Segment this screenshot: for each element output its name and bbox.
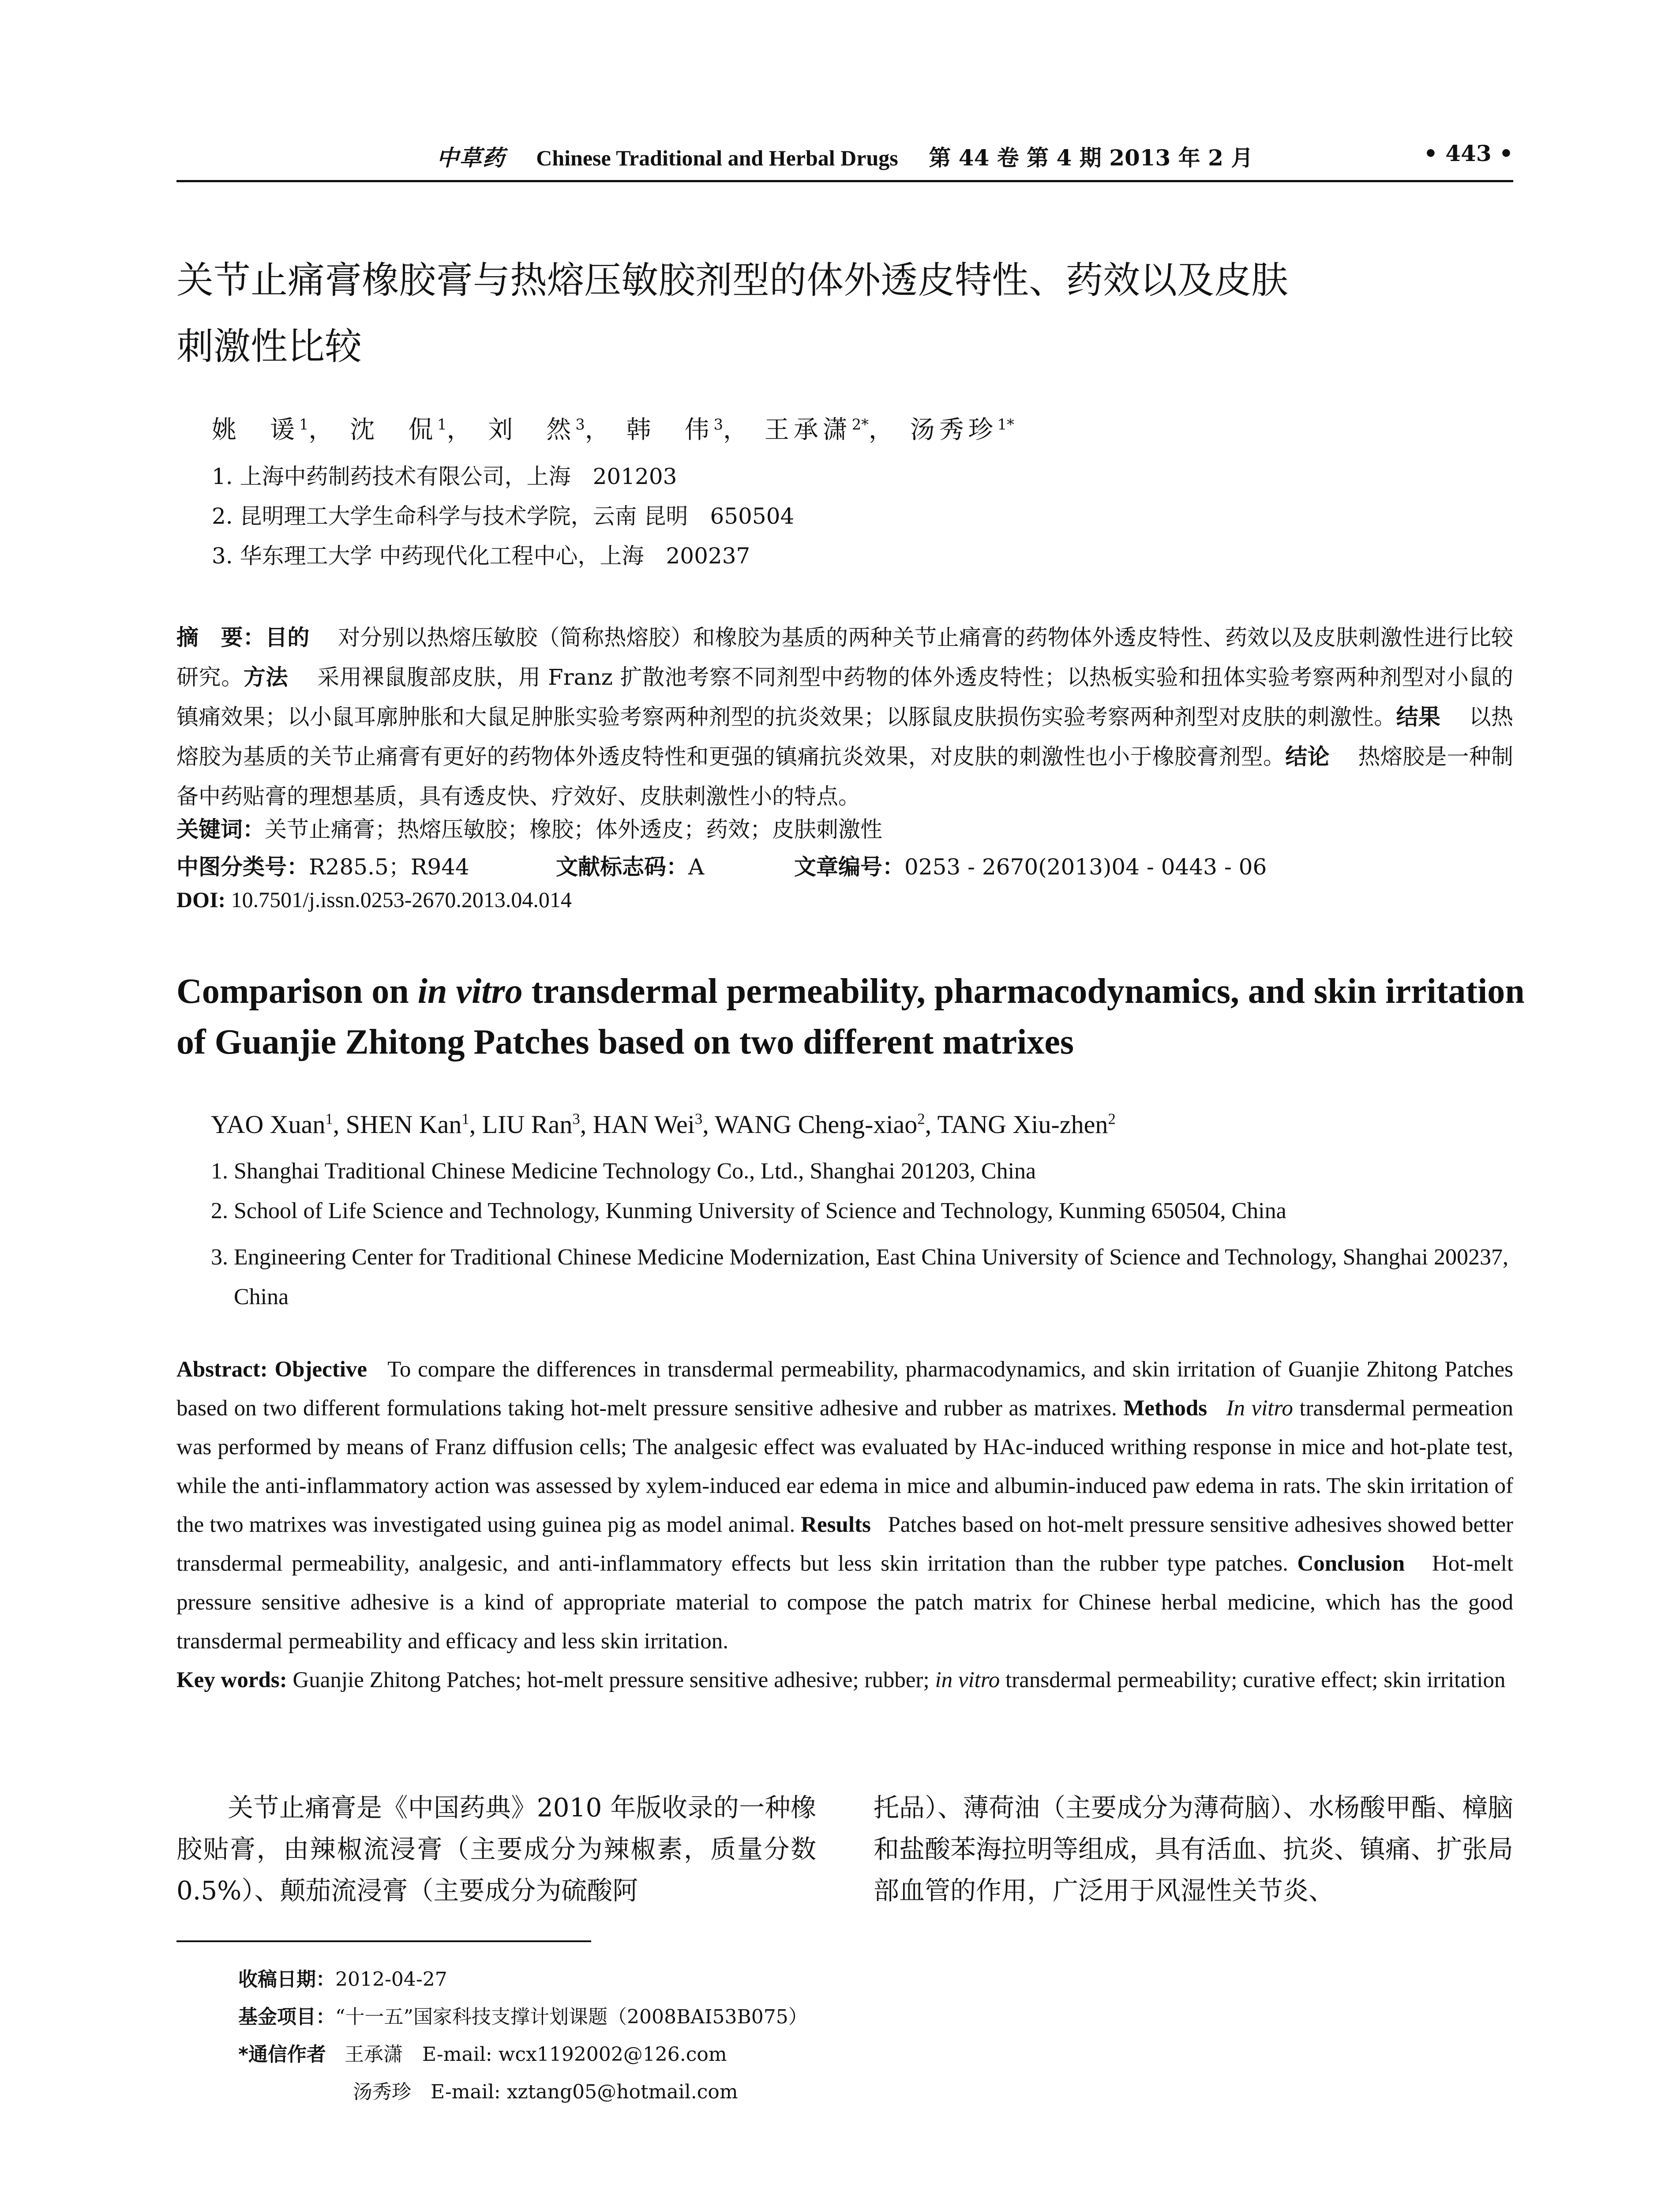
chinese-authors: 姚 谖$^1$， 沈 侃$^1$， 刘 然$^3$， 韩 伟$^3$， 王承潇$^{2*}$， 汤秀珍$^{1*}$ [212, 416, 1014, 444]
journal-name-cn: 中草药 [436, 146, 506, 170]
author: SHEN Kan [345, 1110, 462, 1139]
articleno-value: 0253 - 2670(2013)04 - 0443 - 06 [904, 854, 1267, 880]
results-text: 以热熔胶为基质的关节止痛膏有更好的药物体外透皮特性和更强的镇痛抗炎效果，对皮肤的刺激性也小于橡胶膏剂型。 [176, 704, 1514, 769]
conclusion-text: 热熔胶是一种制备中药贴膏的理想基质，具有透皮快、疗效好、皮肤刺激性小的特点。 [176, 744, 1514, 809]
body-column-right: 托品）、薄荷油（主要成分为薄荷脑）、水杨酸甲酯、樟脑和盐酸苯海拉明等组成，具有活血、抗炎、镇痛、扩张局部血管的作用，广泛用于风湿性关节炎、 [874, 1793, 1514, 1906]
methods-text: 采用裸鼠腹部皮肤，用 Franz 扩散池考察不同剂型中药物的体外透皮特性；以热板实验和扭体实验考察两种剂型对小鼠的镇痛效果；以小鼠耳廓肿胀和大鼠足肿胀实验考察两种剂型的抗炎效果；以豚鼠皮肤损伤实验考察两种剂型对皮肤的刺激性。 [176, 664, 1514, 730]
conclusion-label-en: Conclusion [1297, 1551, 1405, 1576]
author-sup: 2* [851, 416, 869, 433]
doi-line [176, 887, 572, 912]
clc-value: R285.5；R944 [309, 854, 469, 880]
chinese-keywords [176, 812, 882, 844]
author: LIU Ran [482, 1110, 573, 1139]
author-sup: 3 [694, 1110, 703, 1128]
chinese-title-line-2: 刺激性比较 [176, 325, 362, 368]
received-label: 收稿日期： [238, 1968, 335, 1991]
issue-info: 第 44 卷 第 4 期 2013 年 2 月 [929, 145, 1253, 171]
journal-name-en: Chinese Traditional and Herbal Drugs [536, 146, 898, 170]
author: 韩 伟 [626, 416, 714, 444]
footnote-received [238, 1963, 447, 1992]
keywords-label-en: Key words: [176, 1668, 287, 1692]
results-label-en: Results [801, 1512, 871, 1537]
footnote-correspondence [238, 2038, 727, 2067]
chinese-affiliation-1: 1. 上海中药制药技术有限公司，上海 201203 [212, 464, 677, 489]
author: 王承潇 [764, 416, 852, 444]
author-sup: 2 [1108, 1110, 1116, 1128]
document-code [556, 849, 704, 881]
english-affiliation-1: 1. Shanghai Traditional Chinese Medicine Technology Co., Ltd., Shanghai 201203, China [211, 1159, 1036, 1184]
author-sup: 1 [325, 1110, 333, 1128]
footnote-divider [176, 1940, 591, 1942]
author-sup: 1 [461, 1110, 469, 1128]
author: TANG Xiu-zhen [937, 1110, 1108, 1139]
english-title-part-1: Comparison on [176, 972, 418, 1011]
chinese-title [176, 247, 1456, 379]
clc-label: 中图分类号： [176, 854, 309, 880]
author: 姚 谖 [212, 416, 299, 444]
objective-text-en: To compare the differences in transdermal permeability, pharmacodynamics, and skin irritation of Guanjie Zhitong Patches based on two different formulations taking hot-melt pressure sensitive adhesive and rubber as matrixes. [176, 1357, 1513, 1421]
english-affiliation-2: 2. School of Life Science and Technology, Kunming University of Science and Technology, Kunming 650504, China [211, 1198, 1286, 1223]
keywords-text-en-2: transdermal permeability; curative effect; skin irritation [1005, 1668, 1506, 1692]
author: 刘 然 [488, 416, 576, 444]
keywords-text-en-1: Guanjie Zhitong Patches; hot-melt pressure sensitive adhesive; rubber; [292, 1668, 930, 1692]
doccode-label: 文献标志码： [556, 854, 688, 880]
methods-label-en: Methods [1123, 1396, 1208, 1421]
chinese-affiliation-3: 3. 华东理工大学 中药现代化工程中心，上海 200237 [212, 543, 750, 569]
doi-link[interactable]: 10.7501/j.issn.0253-2670.2013.04.014 [231, 887, 572, 912]
results-label: 结果 [1396, 704, 1441, 730]
author-sup: 1 [299, 416, 309, 433]
conclusion-label: 结论 [1285, 744, 1330, 769]
author-sup: 3 [575, 416, 585, 433]
english-authors: YAO Xuan$^1$, SHEN Kan$^1$, LIU Ran$^3$, HAN Wei$^3$, WANG Cheng-xiao$^2$, TANG Xiu-zhen$^2$ [211, 1110, 1116, 1139]
author-sup: 3 [713, 416, 723, 433]
english-title-italic: in vitro [417, 972, 523, 1011]
fund-text: “十一五”国家科技支撑计划课题（2008BAI53B075） [335, 2006, 808, 2028]
chinese-affiliation-2: 2. 昆明理工大学生命科学与技术学院，云南 昆明 650504 [212, 503, 795, 529]
author: YAO Xuan [211, 1110, 326, 1139]
keywords-italic-en: in vitro [935, 1668, 1000, 1692]
articleno-label: 文章编号： [794, 854, 904, 880]
header-journal [176, 140, 1513, 172]
methods-text-en: transdermal permeation was performed by means of Franz diffusion cells; The analgesic effect was evaluated by HAc-induced writhing response in mice and hot-plate test, while the anti-inflammatory action was assessed by xylem-induced ear edema in mice and albumin-induced paw edema in rats. The skin irritation of the two matrixes was investigated using guinea pig as model animal. [176, 1396, 1514, 1537]
abstract-label: 摘 要： [176, 625, 266, 650]
fund-label: 基金项目： [238, 2006, 335, 2028]
author-sup: 1 [437, 416, 447, 433]
english-title [176, 966, 1544, 1068]
author: 汤秀珍 [910, 416, 998, 444]
results-text-en: Patches based on hot-melt pressure sensitive adhesives showed better transdermal permeability, analgesic, and anti-inflammatory effects but less skin irritation than the rubber type patches. [176, 1512, 1514, 1576]
methods-label: 方法 [243, 664, 289, 690]
keywords-text: 关节止痛膏；热熔压敏胶；橡胶；体外透皮；药效；皮肤刺激性 [265, 817, 882, 842]
english-affiliation-3: 3. Engineering Center for Traditional Chinese Medicine Modernization, East China University of Science and Technology, Shanghai 200237, China [211, 1245, 1508, 1309]
chinese-title-line-1: 关节止痛膏橡胶膏与热熔压敏胶剂型的体外透皮特性、药效以及皮肤 [176, 259, 1289, 302]
author: 沈 侃 [350, 416, 438, 444]
objective-label: 目的 [265, 625, 310, 650]
footnote-fund [238, 2001, 808, 2029]
keywords-label: 关键词： [176, 817, 265, 842]
author: WANG Cheng-xiao [715, 1110, 918, 1139]
running-header [176, 140, 1513, 182]
doi-label: DOI: [176, 887, 226, 912]
footnote-correspondence-2: 汤秀珍 E-mail: xztang05@hotmail.com [353, 2081, 738, 2103]
author-sup: 2 [917, 1110, 925, 1128]
methods-italic-en: In vitro [1226, 1396, 1293, 1421]
english-abstract [176, 1350, 1513, 1700]
page-number: • 443 • [1423, 140, 1513, 166]
abstract-label-en: Abstract: [176, 1357, 268, 1382]
doccode-value: A [688, 854, 705, 880]
objective-text: 对分别以热熔压敏胶（简称热熔胶）和橡胶为基质的两种关节止痛膏的药物体外透皮特性、药效以及皮肤刺激性进行比较研究。 [176, 625, 1514, 690]
chinese-abstract [176, 618, 1513, 816]
received-date: 2012-04-27 [335, 1968, 447, 1991]
english-title-part-2: transdermal permeability, pharmacodynamics, and skin irritation of Guanjie Zhitong Patches based on two different matrixes [176, 972, 1525, 1062]
article-number [794, 849, 1267, 881]
corr-author-1: 王承潇 E-mail: wcx1192002@126.com [344, 2043, 727, 2066]
author-sup: 3 [572, 1110, 580, 1128]
conclusion-text-en: Hot-melt pressure sensitive adhesive is a kind of appropriate material to compose the patch matrix for Chinese herbal medicine, which has the good transdermal permeability and efficacy and less skin irritation. [176, 1551, 1514, 1654]
author: HAN Wei [592, 1110, 695, 1139]
body-column-left: 关节止痛膏是《中国药典》2010 年版收录的一种橡胶贴膏，由辣椒流浸膏（主要成分为辣椒素，质量分数 0.5%）、颠茄流浸膏（主要成分为硫酸阿 [176, 1793, 816, 1906]
clc-number [176, 849, 469, 881]
objective-label-en: Objective [274, 1357, 368, 1382]
author-sup: 1* [997, 416, 1014, 433]
corr-label: *通信作者 [238, 2043, 326, 2066]
